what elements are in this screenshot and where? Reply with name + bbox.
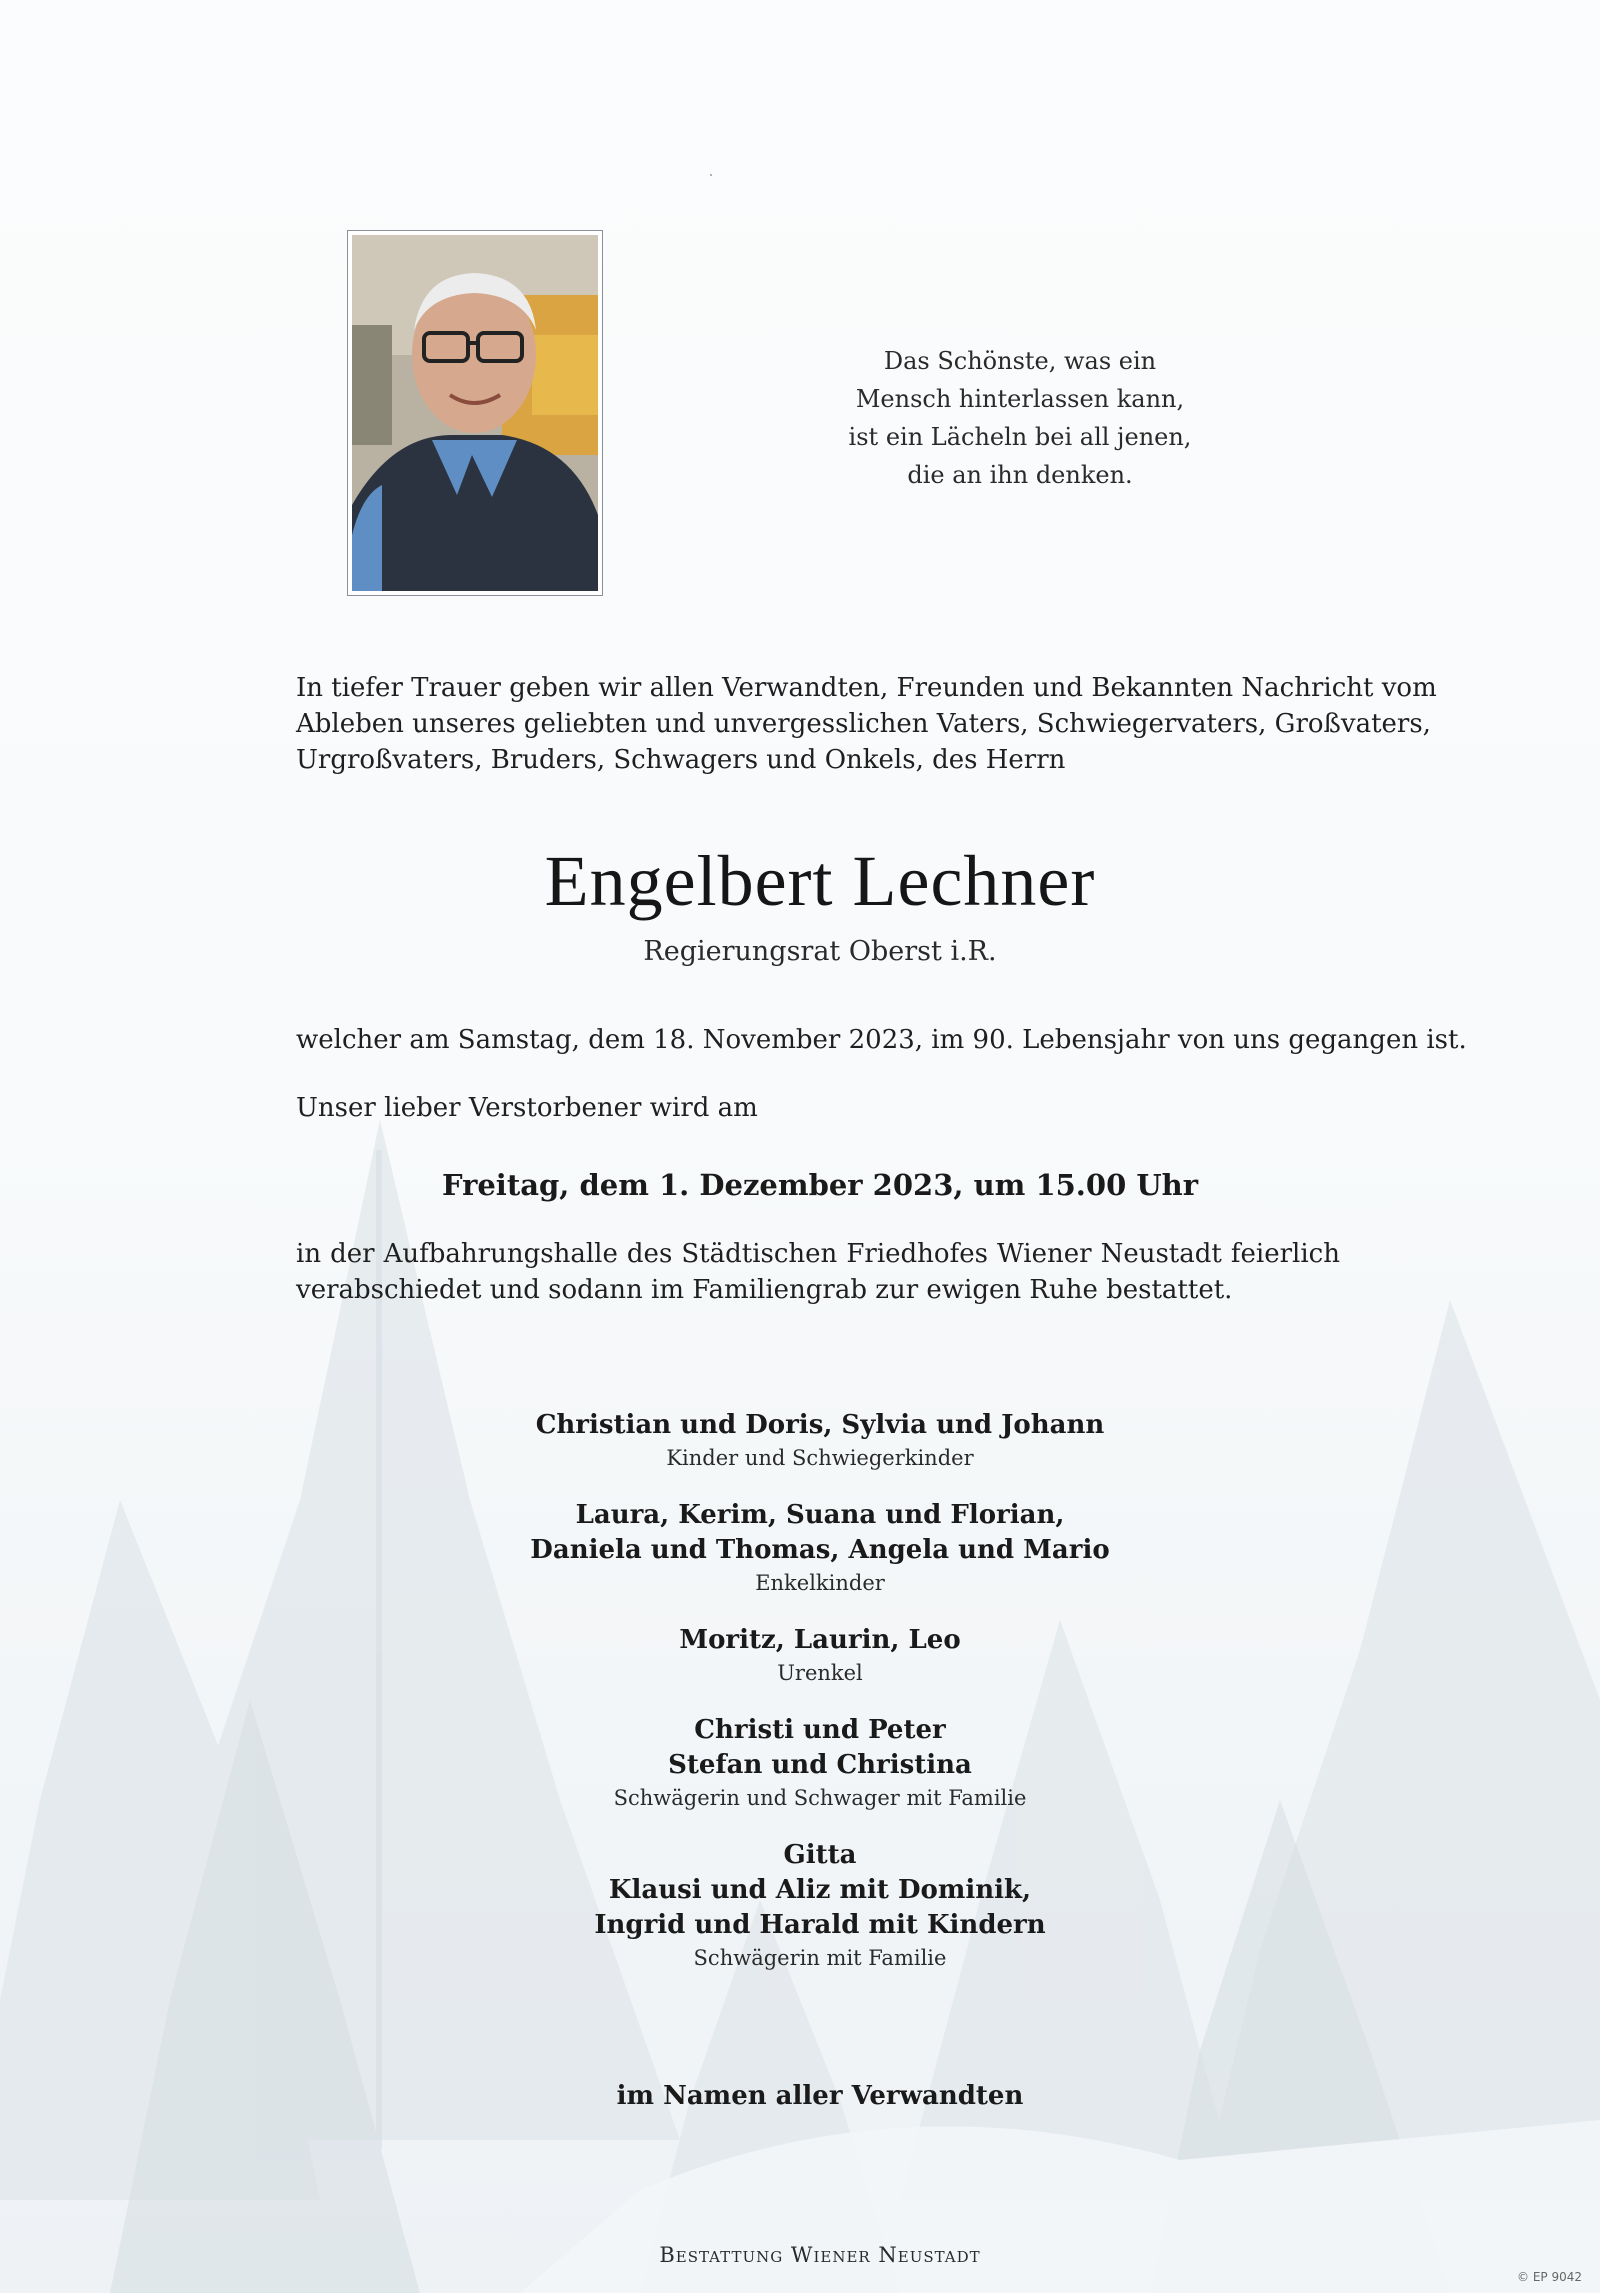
funeral-home-name: Bestattung Wiener Neustadt (659, 2243, 981, 2267)
ceremony-line: verabschiedet und sodann im Familiengrab zur ewigen Ruhe bestattet. (296, 1275, 1233, 1305)
mourners-list (400, 1408, 1240, 1998)
death-notice: welcher am Samstag, dem 18. November 2023, im 90. Lebensjahr von uns gegangen ist. (296, 1025, 1467, 1055)
ceremony-details (296, 1236, 1340, 1308)
mourner-relation: Enkelkinder (755, 1571, 885, 1595)
quote-line: Mensch hinterlassen kann, (855, 385, 1185, 413)
mourner-group (400, 1623, 1240, 1688)
mourner-group (400, 1713, 1240, 1813)
deceased-name: Engelbert Lechner (544, 841, 1096, 921)
memorial-quote (780, 342, 1260, 494)
intro-line: In tiefer Trauer geben wir allen Verwandten, Freunden und Bekannten Nachricht vom (296, 673, 1437, 703)
announcement-intro (296, 670, 1437, 778)
mourner-relation: Schwägerin und Schwager mit Familie (613, 1786, 1027, 1810)
mourner-names: Laura, Kerim, Suana und Florian, (575, 1500, 1065, 1530)
intro-line: Ableben unseres geliebten und unvergesslichen Vaters, Schwiegervaters, Großvaters, (296, 709, 1431, 739)
mourner-names: Christi und Peter (694, 1715, 946, 1745)
mourner-relation: Schwägerin mit Familie (693, 1946, 947, 1970)
mourner-names: Christian und Doris, Sylvia und Johann (535, 1410, 1105, 1440)
mourner-group (400, 1838, 1240, 1973)
mourner-names: Stefan und Christina (668, 1750, 972, 1780)
speck (710, 174, 712, 176)
mourner-group (400, 1408, 1240, 1473)
intro-line: Urgroßvaters, Bruders, Schwagers und Onkels, des Herrn (296, 745, 1066, 775)
quote-line: Das Schönste, was ein (883, 347, 1157, 375)
mourner-names: Klausi und Aliz mit Dominik, (608, 1875, 1032, 1905)
deceased-title: Regierungsrat Oberst i.R. (643, 936, 997, 967)
ceremony-date: Freitag, dem 1. Dezember 2023, um 15.00 Uhr (442, 1168, 1198, 1202)
quote-line: die an ihn denken. (907, 461, 1133, 489)
print-code: © EP 9042 (1517, 2270, 1582, 2284)
farewell-intro: Unser lieber Verstorbener wird am (296, 1093, 758, 1123)
mourner-relation: Urenkel (777, 1661, 863, 1685)
portrait-photo (347, 230, 603, 596)
mourner-names: Daniela und Thomas, Angela und Mario (530, 1535, 1110, 1565)
mourner-group (400, 1498, 1240, 1598)
mourner-names: Moritz, Laurin, Leo (679, 1625, 961, 1655)
mourner-names: Gitta (783, 1840, 857, 1870)
quote-line: ist ein Lächeln bei all jenen, (848, 423, 1192, 451)
mourner-relation: Kinder und Schwiegerkinder (666, 1446, 974, 1470)
ceremony-line: in der Aufbahrungshalle des Städtischen Friedhofes Wiener Neustadt feierlich (296, 1239, 1340, 1269)
mourner-names: Ingrid und Harald mit Kindern (594, 1910, 1046, 1940)
closing-line: im Namen aller Verwandten (616, 2081, 1024, 2111)
